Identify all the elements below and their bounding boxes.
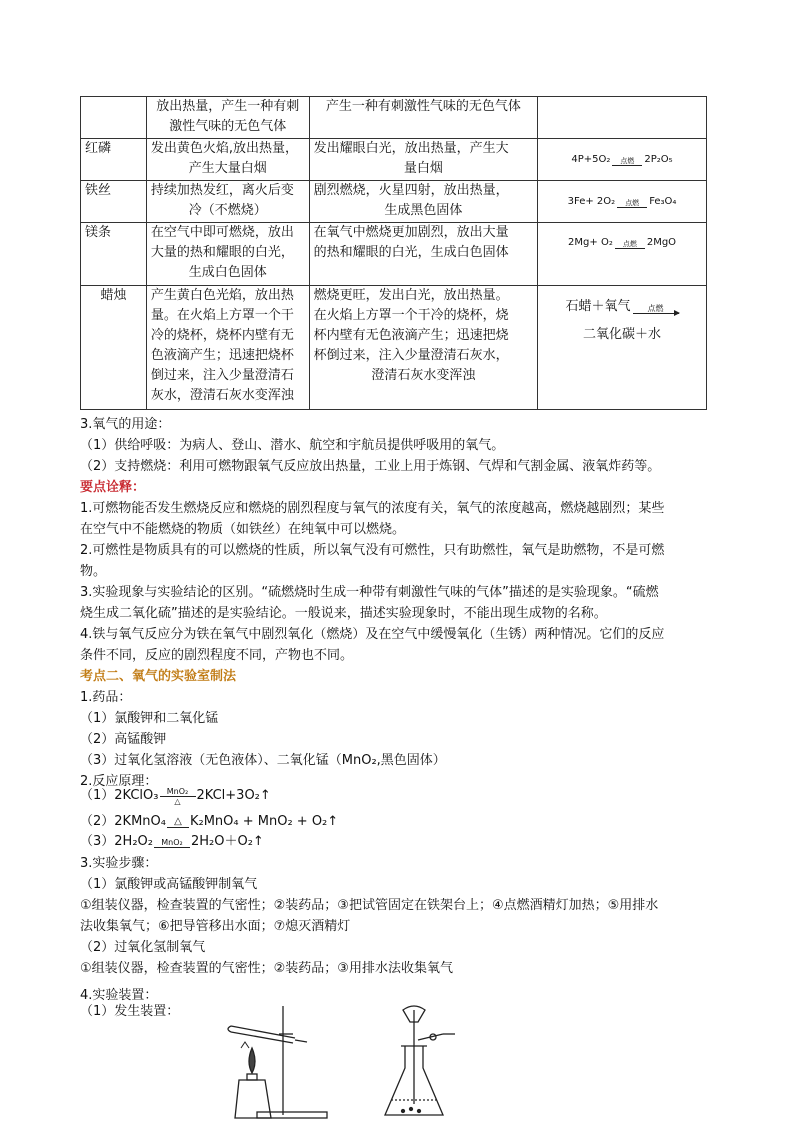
drugs-title: 1.药品： xyxy=(80,690,132,705)
keypoints-title: 要点诠释： xyxy=(80,480,146,495)
cell-oxygen: 产生一种有刺激性气味的无色气体 xyxy=(309,97,538,139)
step-line: 法收集氧气；⑥把导管移出水面；⑦熄灭酒精灯 xyxy=(80,919,351,934)
section-title: 考点二、氧气的实验室制法 xyxy=(80,669,237,684)
heating-apparatus-icon xyxy=(228,1006,327,1118)
cell-name: 红磷 xyxy=(81,139,147,181)
cell-oxygen: 剧烈燃烧，火星四射，放出热量， 生成黑色固体 xyxy=(309,181,538,223)
principle-title: 2.反应原理： xyxy=(80,774,158,789)
step-line: （2）过氧化氢制氧气 xyxy=(80,940,206,955)
table-row xyxy=(81,181,707,223)
drug-item: （3）过氧化氢溶液（无色液体）、二氧化锰（MnO₂,黑色固体） xyxy=(80,753,446,768)
apparatus-illustration xyxy=(215,1000,475,1123)
reaction-1: （1）2KClO₃ MnO₂ △ 2KCl+3O₂↑ xyxy=(80,787,271,806)
cell-air: 持续加热发红，离火后变 冷（不燃烧） xyxy=(146,181,309,223)
uses-item: （2）支持燃烧：利用可燃物跟氧气反应放出热量，工业上用于炼钢、气焊和气割金属、液氧炸药等。 xyxy=(80,459,661,474)
cell-air: 产生黄白色光焰，放出热 量。在火焰上方罩一个干 冷的烧杯，烧杯内壁有无 色液滴产生；迅速把烧杯 倒过来，注入少量澄清石 灰水，澄清石灰水变浑浊 xyxy=(146,286,309,410)
step-line: ①组装仪器，检查装置的气密性；②装药品；③用排水法收集氧气 xyxy=(80,961,453,976)
reaction-2: （2）2KMnO₄ △ K₂MnO₄ + MnO₂ + O₂↑ xyxy=(80,814,339,829)
step-line: ①组装仪器，检查装置的气密性；②装药品；③把试管固定在铁架台上；④点燃酒精灯加热；⑤用排水 xyxy=(80,898,659,913)
uses-item: （1）供给呼吸：为病人、登山、潜水、航空和宇航员提供呼吸用的氧气。 xyxy=(80,438,505,453)
drug-item: （2）高锰酸钾 xyxy=(80,732,167,747)
cell-name: 铁丝 xyxy=(81,181,147,223)
table-row xyxy=(81,286,707,410)
keypoint-line: 1.可燃物能否发生燃烧反应和燃烧的剧烈程度与氧气的浓度有关，氧气的浓度越高，燃烧越剧烈；某些 xyxy=(80,501,665,516)
cell-name: 镁条 xyxy=(81,223,147,286)
keypoint-line: 条件不同，反应的剧烈程度不同，产物也不同。 xyxy=(80,648,354,663)
cell-oxygen: 发出耀眼白光，放出热量，产生大 量白烟 xyxy=(309,139,538,181)
cell-equation xyxy=(538,139,707,181)
cell-oxygen: 在氧气中燃烧更加剧烈，放出大量 的热和耀眼的白光，生成白色固体 xyxy=(309,223,538,286)
apparatus-title: 4.实验装置： xyxy=(80,988,158,1003)
cell-equation xyxy=(538,223,707,286)
equation-fe: 3Fe+ 2O₂ 点燃 Fe₃O₄ xyxy=(567,195,677,207)
keypoint-line: 3.实验现象与实验结论的区别。“硫燃烧时生成一种带有刺激性气味的气体”描述的是实验现象。“硫燃 xyxy=(80,585,659,600)
drug-item: （1）氯酸钾和二氧化锰 xyxy=(80,711,219,726)
equation-mg: 2Mg+ O₂ 点燃 2MgO xyxy=(568,237,677,248)
cell-name xyxy=(81,97,147,139)
step-line: （1）氯酸钾或高锰酸钾制氧气 xyxy=(80,877,258,892)
equation-p: 4P+5O₂ 点燃 2P₂O₅ xyxy=(571,153,673,165)
combustion-table xyxy=(80,96,707,410)
table-row xyxy=(81,97,707,139)
apparatus-subtitle: （1）发生装置： xyxy=(80,1004,180,1019)
equation-wax: 石蜡＋氧气 点燃 二氧化碳＋水 xyxy=(542,286,702,346)
table-row xyxy=(81,139,707,181)
cell-air: 在空气中即可燃烧，放出 大量的热和耀眼的白光， 生成白色固体 xyxy=(146,223,309,286)
cell-air: 放出热量，产生一种有刺 激性气味的无色气体 xyxy=(146,97,309,139)
uses-title: 3.氧气的用途： xyxy=(80,417,171,432)
cell-equation xyxy=(538,97,707,139)
keypoint-line: 2.可燃性是物质具有的可以燃烧的性质，所以氧气没有可燃性，只有助燃性，氧气是助燃物，不是可燃 xyxy=(80,543,665,558)
table-row xyxy=(81,223,707,286)
cell-equation xyxy=(538,286,707,410)
keypoint-line: 在空气中不能燃烧的物质（如铁丝）在纯氧中可以燃烧。 xyxy=(80,522,406,537)
keypoint-line: 烧生成二氧化硫”描述的是实验结论。一般说来，描述实验现象时，不能出现生成物的名称。 xyxy=(80,606,607,621)
cell-air: 发出黄色火焰,放出热量， 产生大量白烟 xyxy=(146,139,309,181)
cell-equation xyxy=(538,181,707,223)
cell-name: 蜡烛 xyxy=(81,286,147,410)
steps-title: 3.实验步骤： xyxy=(80,856,158,871)
cell-oxygen: 燃烧更旺，发出白光，放出热量。 在火焰上方罩一个干冷的烧杯，烧 杯内壁有无色液滴产生；迅速把烧 杯倒过来，注入少量澄清石灰水， 澄清石灰水变浑浊 xyxy=(309,286,538,410)
reaction-3: （3）2H₂O₂ MnO₂ 2H₂O＋O₂↑ xyxy=(80,834,264,849)
flask-apparatus-icon xyxy=(385,1006,455,1115)
keypoint-line: 4.铁与氧气反应分为铁在氧气中剧烈氧化（燃烧）及在空气中缓慢氧化（生锈）两种情况。它们的反应 xyxy=(80,627,665,642)
keypoint-line: 物。 xyxy=(80,564,107,579)
